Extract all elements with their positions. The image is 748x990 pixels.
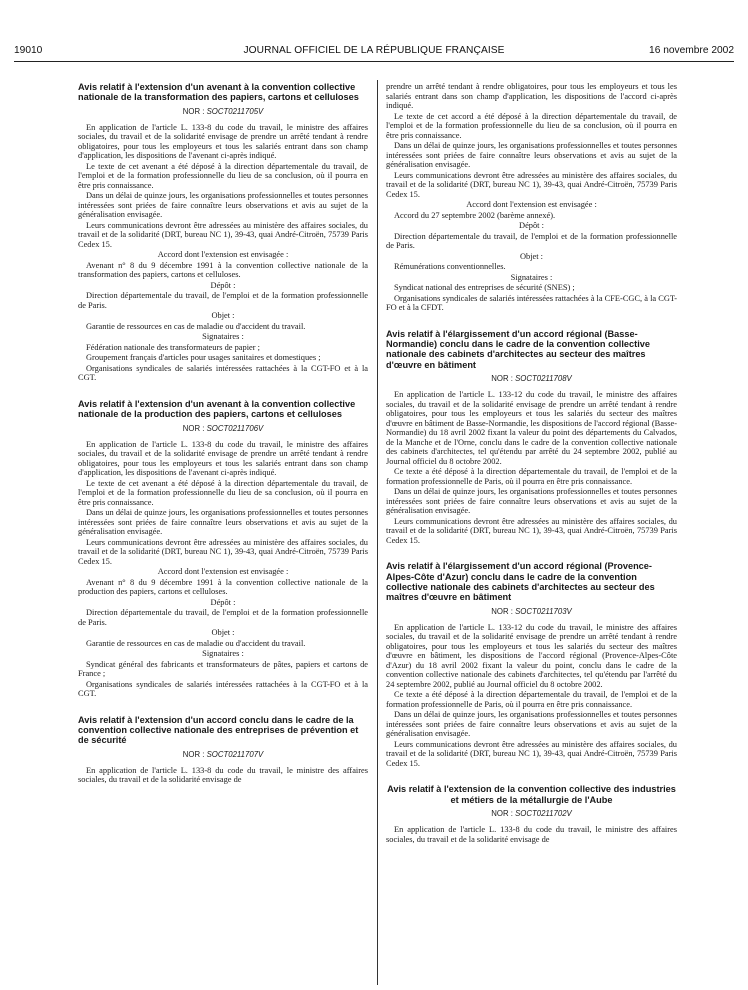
- notice-section: [78, 715, 368, 785]
- notice-paragraph: prendre un arrêté tendant à rendre obligatoires, pour tous les employeurs et tous les salariés entrant dans son champ d'application, les dispositions de l'accord ci-après indiqué.: [386, 82, 677, 110]
- notice-paragraph: En application de l'article L. 133-8 du code du travail, le ministre des affaires sociales, du travail et de la solidarité envisage de: [78, 765, 368, 785]
- field-label: Objet :: [211, 311, 235, 321]
- field-label: Signataires :: [510, 272, 553, 282]
- notice-paragraph: Leurs communications devront être adressées au ministère des affaires sociales, du travail et de la solidarité (DRT, bureau NC 1), 39-43, quai André-Citroën, 75739 Paris Cedex 15.: [386, 739, 677, 768]
- notice-paragraph: Dans un délai de quinze jours, les organisations professionnelles et toutes personnes intéressées sont priées de faire connaître leurs observations et avis au sujet de la généralisation envisagée.: [386, 487, 677, 516]
- notice-paragraph: Dans un délai de quinze jours, les organisations professionnelles et toutes personnes intéressées sont priées de faire connaître leurs observations et avis au sujet de la généralisation envisagée.: [386, 141, 677, 169]
- notice-paragraph: Rémunérations conventionnelles.: [394, 262, 506, 271]
- notice-paragraph: Groupement français d'articles pour usages sanitaires et domestiques ;: [86, 353, 321, 363]
- field-label: Accord dont l'extension est envisagée :: [466, 200, 597, 209]
- nor-code: SOCT0211708V: [515, 374, 572, 384]
- nor-reference: [78, 750, 368, 759]
- notice-paragraph: Ce texte a été déposé à la direction départementale du travail, de l'emploi et de la formation professionnelle de Paris, où il pourra en être pris connaissance.: [386, 690, 677, 709]
- notice-paragraph: Direction départementale du travail, de l'emploi et de la formation professionnelle de Paris.: [386, 231, 677, 250]
- notice-paragraph: Garantie de ressources en cas de maladie ou d'accident du travail.: [86, 638, 306, 648]
- page-number: 19010: [14, 45, 43, 56]
- nor-reference: [386, 809, 677, 818]
- journal-title: JOURNAL OFFICIEL DE LA RÉPUBLIQUE FRANÇAISE: [243, 45, 505, 56]
- notice-paragraph: Leurs communications devront être adressées au ministère des affaires sociales, du travail et de la solidarité (DRT, bureau NC 1), 39-43, quai André-Citroën, 75739 Paris Cedex 15.: [386, 170, 677, 199]
- notice-paragraph: Leurs communications devront être adressées au ministère des affaires sociales, du travail et de la solidarité (DRT, bureau NC 1), 39-43, quai André-Citroën, 75739 Paris Cedex 15.: [78, 537, 368, 566]
- field-label: Dépôt :: [210, 280, 236, 290]
- notice-paragraph: Direction départementale du travail, de l'emploi et de la formation professionnelle de Paris.: [78, 291, 368, 310]
- notice-paragraph: Leurs communications devront être adressées au ministère des affaires sociales, du travail et de la solidarité (DRT, bureau NC 1), 39-43, quai André-Citroën, 75739 Paris Cedex 15.: [78, 220, 368, 249]
- notice-paragraph: Dans un délai de quinze jours, les organisations professionnelles et toutes personnes intéressées sont priées de faire connaître leurs observations et avis au sujet de la généralisation envisagée.: [386, 710, 677, 739]
- continued-notice: [386, 82, 677, 313]
- notice-paragraph: Syndicat général des fabricants et transformateurs de pâtes, papiers et cartons de France ;: [78, 659, 368, 679]
- nor-label: NOR :: [491, 809, 513, 819]
- nor-code: SOCT0211703V: [515, 606, 572, 616]
- notice-section: [78, 82, 368, 383]
- nor-label: NOR :: [182, 749, 205, 759]
- notice-paragraph: Direction départementale du travail, de l'emploi et de la formation professionnelle de Paris.: [78, 608, 368, 627]
- notice-paragraph: En application de l'article L. 133-8 du code du travail, le ministre des affaires sociales, du travail et de la solidarité envisage de: [386, 825, 677, 844]
- notice-title: Avis relatif à l'élargissement d'un accord régional (Provence-Alpes-Côte d'Azur) conclu dans le cadre de la convention collective nationale des cabinets d'architectes au secteur des maîtres d'œuvre en bâtiment: [386, 561, 655, 603]
- nor-label: NOR :: [182, 423, 205, 433]
- notice-title: Avis relatif à l'extension d'un avenant à la convention collective nationale de la transformation des papiers, cartons et celluloses: [78, 82, 359, 103]
- nor-label: NOR :: [491, 374, 513, 384]
- notice-paragraph: Avenant n° 8 du 9 décembre 1991 à la convention collective nationale de la transformation des papiers, cartons et celluloses.: [78, 260, 368, 280]
- notice-paragraph: En application de l'article L. 133-12 du code du travail, le ministre des affaires sociales, du travail et de la solidarité envisage de prendre un arrêté tendant à rendre obligatoires, pour tous les employeurs et tous les salariés du secteur des maîtres d'œuvre en bâtiment, les dispositions de l'accord régional (Provence-Alpes-Côte d'Azur) du 18 avril 2002 fixant la valeur du point, conclu dans le cadre de la convention collective nationale des cabinets d'architectes, tel qu'étendu par l'arrêté du 24 septembre 2002, publié au Journal officiel du 8 octobre 2002.: [386, 622, 677, 689]
- field-label: Accord dont l'extension est envisagée :: [157, 567, 289, 577]
- notice-title: Avis relatif à l'extension d'un avenant à la convention collective nationale de la production des papiers, cartons et celluloses: [78, 398, 356, 420]
- right-column: [386, 82, 677, 987]
- nor-reference: [78, 107, 368, 116]
- notice-paragraph: En application de l'article L. 133-8 du code du travail, le ministre des affaires sociales, du travail et de la solidarité envisage de prendre un arrêté tendant à rendre obligatoires, pour tous les employeurs et tous les salariés entrant dans son champ d'application, les dispositions de l'avenant ci-après indiqué.: [78, 439, 368, 478]
- nor-code: SOCT0211707V: [206, 749, 264, 759]
- notice-paragraph: Accord du 27 septembre 2002 (barème annexé).: [394, 210, 556, 220]
- field-label: Objet :: [211, 628, 235, 638]
- issue-date: 16 novembre 2002: [649, 45, 734, 56]
- nor-label: NOR :: [182, 106, 205, 116]
- notice-paragraph: Ce texte a été déposé à la direction départementale du travail, de l'emploi et de la formation professionnelle de Paris, où il pourra en être pris connaissance.: [386, 467, 677, 486]
- page-header: [14, 45, 734, 61]
- nor-code: SOCT0211702V: [515, 809, 572, 819]
- notice-section: [386, 784, 677, 844]
- nor-code: SOCT0211705V: [206, 106, 264, 116]
- column-divider: [377, 80, 378, 985]
- notice-section: [386, 329, 677, 546]
- notice-title: Avis relatif à l'extension de la convention collective des industries et métiers de la métallurgie de l'Aube: [387, 784, 676, 805]
- left-column: [78, 82, 368, 987]
- field-label: Signataires :: [202, 649, 244, 659]
- nor-reference: [386, 374, 677, 383]
- nor-reference: [386, 607, 677, 616]
- nor-label: NOR :: [491, 606, 513, 616]
- notice-paragraph: Garantie de ressources en cas de maladie ou d'accident du travail.: [86, 321, 306, 331]
- notice-paragraph: Organisations syndicales de salariés intéressées rattachées à la CGT-FO et à la CGT.: [78, 363, 368, 383]
- notice-section: [386, 561, 677, 768]
- notice-paragraph: Dans un délai de quinze jours, les organisations professionnelles et toutes personnes intéressées sont priées de faire connaître leurs observations et avis au sujet de la généralisation envisagée.: [78, 191, 368, 220]
- notice-paragraph: Le texte de cet avenant a été déposé à la direction départementale du travail, de l'emploi et de la formation professionnelle du lieu de sa conclusion, où il pourra en être pris connaissance.: [78, 478, 368, 507]
- notice-paragraph: Avenant n° 8 du 9 décembre 1991 à la convention collective nationale de la production des papiers, cartons et celluloses.: [78, 577, 368, 597]
- notice-title: Avis relatif à l'élargissement d'un accord régional (Basse-Normandie) conclu dans le cadre de la convention collective nationale des cabinets d'architectes au secteur des maîtres d'œuvre en bâtiment: [386, 328, 650, 370]
- notice-title: Avis relatif à l'extension d'un accord conclu dans le cadre de la convention collective nationale des entreprises de prévention et de sécurité: [78, 714, 359, 746]
- notice-paragraph: En application de l'article L. 133-8 du code du travail, le ministre des affaires sociales, du travail et de la solidarité envisage de prendre un arrêté tendant à rendre obligatoires, pour tous les employeurs et tous les salariés entrant dans son champ d'application, les dispositions de l'avenant ci-après indiqué.: [78, 122, 368, 161]
- notice-paragraph: Leurs communications devront être adressées au ministère des affaires sociales, du travail et de la solidarité (DRT, bureau NC 1), 39-43, quai André-Citroën, 75739 Paris Cedex 15.: [386, 516, 677, 545]
- notice-paragraph: Fédération nationale des transformateurs de papier ;: [86, 342, 260, 352]
- notice-paragraph: Syndicat national des entreprises de sécurité (SNES) ;: [394, 283, 575, 292]
- header-rule: [14, 61, 734, 62]
- nor-reference: [78, 424, 368, 433]
- field-label: Dépôt :: [210, 597, 236, 607]
- notice-paragraph: En application de l'article L. 133-12 du code du travail, le ministre des affaires sociales, du travail et de la solidarité envisage de prendre un arrêté tendant à rendre obligatoires, pour tous les employeurs et tous les salariés du secteur des maîtres d'œuvre en bâtiment de Basse-Normandie, les dispositions de l'accord régional (Basse-Normandie) du 18 avril 2002 fixant la valeur du point des départements du Calvados, de la Manche et de l'Orne, conclu dans le cadre de la convention collective nationale des cabinets d'architectes, tel qu'étendu par arrêté du 24 septembre 2002, publié au Journal officiel du 8 octobre 2002.: [386, 390, 677, 466]
- field-label: Signataires :: [202, 332, 244, 342]
- field-label: Accord dont l'extension est envisagée :: [157, 250, 289, 260]
- notice-paragraph: Le texte de cet accord a été déposé à la direction départementale du travail, de l'emploi et de la formation professionnelle du lieu de sa conclusion, où il pourra en être pris connaissance.: [386, 111, 677, 140]
- notice-paragraph: Dans un délai de quinze jours, les organisations professionnelles et toutes personnes intéressées sont priées de faire connaître leurs observations et avis au sujet de la généralisation envisagée.: [78, 508, 368, 537]
- field-label: Objet :: [519, 251, 544, 261]
- notice-paragraph: Organisations syndicales de salariés intéressées rattachées à la CGT-FO et à la CGT.: [78, 679, 368, 699]
- notice-paragraph: Organisations syndicales de salariés intéressées rattachées à la CFE-CGC, à la CGT-FO et à la CFDT.: [386, 293, 677, 312]
- notice-paragraph: Le texte de cet avenant a été déposé à la direction départementale du travail, de l'emploi et de la formation professionnelle du lieu de sa conclusion, où il pourra en être pris connaissance.: [78, 161, 368, 190]
- notice-section: [78, 399, 368, 699]
- nor-code: SOCT0211706V: [206, 423, 264, 433]
- field-label: Dépôt :: [519, 221, 544, 230]
